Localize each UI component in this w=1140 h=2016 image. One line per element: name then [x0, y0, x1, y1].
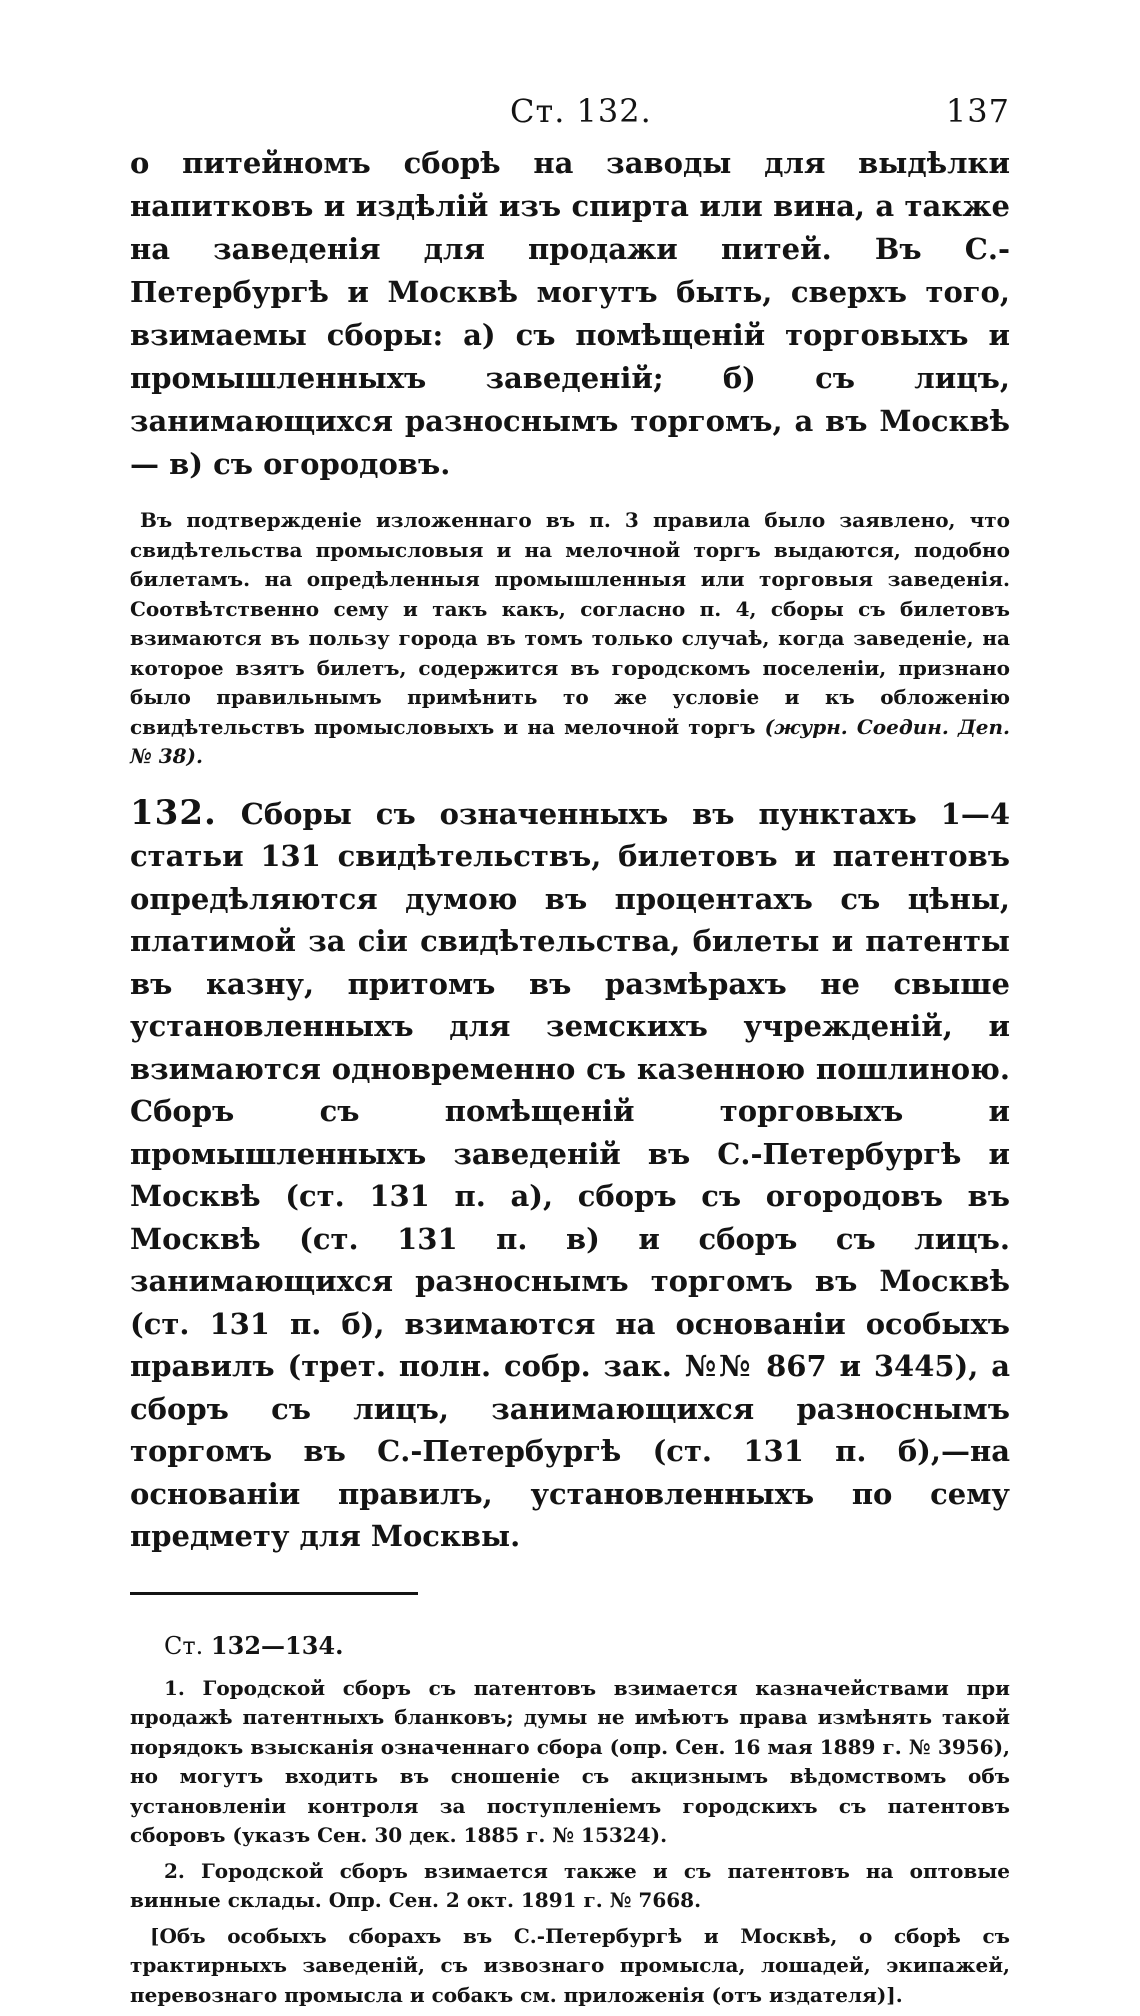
reference-item: 1. Городской сборъ съ патентовъ взимается казначействами при продажѣ патентныхъ бланковъ; думы не имѣютъ права измѣнять такой порядокъ взысканія означеннаго сбора (опр. Сен. 16 мая 1889 г. № 3956), но могутъ входить въ сношеніе съ акцизнымъ вѣдомствомъ объ установленіи контроля за поступленіемъ городскихъ съ патентовъ сборовъ (указъ Сен. 30 дек. 1885 г. № 15324). — [130, 1675, 1010, 1847]
note-text: Въ подтвержденіе изложеннаго въ п. 3 правила было заявлено, что свидѣтельства промысловыя и на мелочной торгъ выдаются, подобно билетамъ. на опредѣленныя промышленныя или торговыя заведенія. Соотвѣтственно сему и такъ какъ, согласно п. 4, сборы съ билетовъ взимаются въ пользу города въ томъ только случаѣ, когда заведеніе, на которое взятъ билетъ, содержится въ городскомъ поселеніи, признано было правильнымъ примѣнить то же условіе и къ обложенію свидѣтельствъ промысловыхъ и на мелочной торгъ — [130, 508, 1010, 739]
references-heading-range: 132—134. — [210, 1630, 344, 1660]
article-body — [130, 792, 1010, 1558]
article-132 — [130, 792, 1010, 1558]
references-list — [130, 1674, 1010, 2011]
references-heading-prefix: Ст. — [164, 1631, 204, 1660]
reference-item: 2. Городской сборъ взимается также и съ патентовъ на оптовые винные склады. Опр. Сен. 2 окт. 1891 г. № 7668. — [130, 1858, 1010, 1912]
explanatory-note — [130, 506, 1010, 772]
article-text: Сборы съ означенныхъ въ пунктахъ 1—4 статьи 131 свидѣтельствъ, билетовъ и патентовъ опредѣляются думою въ процентахъ съ цѣны, платимой за сіи свидѣтельства, билеты и патенты въ казну, притомъ въ размѣрахъ не свыше установленныхъ для земскихъ учрежденій, и взимаются одновременно съ казенною пошлиною. Сборъ съ помѣщеній торговыхъ и промышленныхъ заведеній въ С.-Петербургѣ и Москвѣ (ст. 131 п. а), сборъ съ огородовъ въ Москвѣ (ст. 131 п. в) и сборъ съ лицъ. занимающихся разноснымъ торгомъ въ Москвѣ (ст. 131 п. б), взимаются на основаніи особыхъ правилъ (трет. полн. собр. зак. №№ 867 и 3445), а сборъ съ лицъ, занимающихся разноснымъ торгомъ въ С.-Петербургѣ (ст. 131 п. б),—на основаніи правилъ, установленныхъ по сему предмету для Москвы. — [130, 796, 1010, 1553]
document-page — [130, 92, 1010, 2016]
section-reference: Ст. 132. — [510, 92, 652, 130]
page-number: 137 — [945, 92, 1010, 130]
section-divider — [130, 1592, 418, 1595]
continuation-paragraph: о питейномъ сборѣ на заводы для выдѣлки напитковъ и издѣлій изъ спирта или вина, а также на заведенія для продажи питей. Въ С.-Петербургѣ и Москвѣ могутъ быть, сверхъ того, взимаемы сборы: а) съ помѣщеній торговыхъ и промышленныхъ заведеній; б) съ лицъ, занимающихся разноснымъ торгомъ, а въ Москвѣ— в) съ огородовъ. — [130, 146, 1010, 481]
note-body — [130, 506, 1010, 772]
references-heading — [164, 1631, 1010, 1660]
note-citation: (журн. Соедин. Деп. № 38). — [130, 714, 1010, 768]
editor-note: [Объ особыхъ сборахъ въ С.-Петербургѣ и Москвѣ, о сборѣ съ трактирныхъ заведеній, съ извознаго промысла, лошадей, экипажей, перевознаго промысла и собакъ см. приложенія (отъ издателя)]. — [130, 1923, 1010, 2007]
article-number: 132. — [130, 792, 217, 833]
running-head — [130, 92, 1010, 142]
